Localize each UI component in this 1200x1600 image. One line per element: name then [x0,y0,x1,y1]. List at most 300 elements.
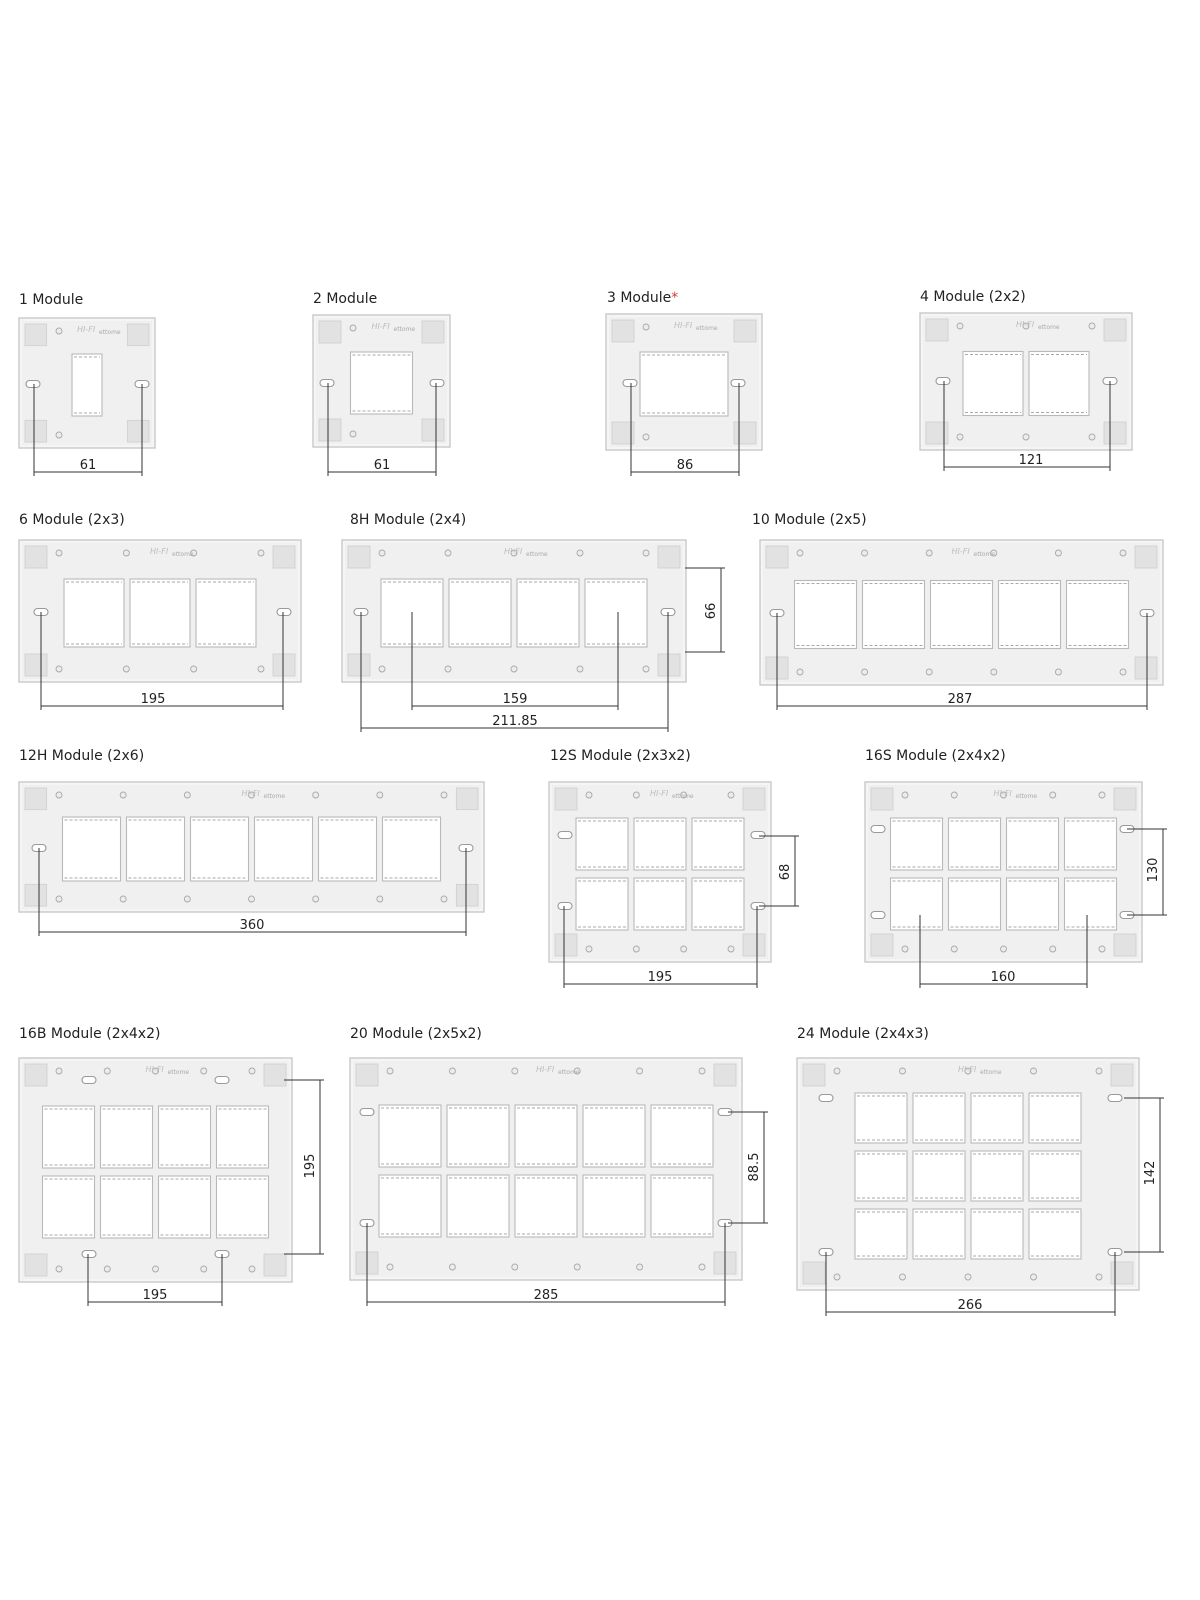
screw-slot [936,378,950,385]
corner-block [926,319,948,341]
module-diagram-m3 [606,290,762,476]
corner-block [25,324,47,346]
screw-slot [82,1251,96,1258]
module-cell [891,878,943,930]
module-cell [692,878,744,930]
dimension-value: 211.85 [492,714,538,729]
module-cell [949,878,1001,930]
mounting-hole [249,1068,255,1074]
mounting-hole [900,1068,906,1074]
screw-slot [320,380,334,387]
module-cell [515,1175,577,1237]
module-cell [999,581,1061,649]
brand-sub-mark: ettome [973,551,996,558]
module-cell [159,1176,211,1238]
brand-mark: HI-FI [371,322,390,331]
module-cell [949,818,1001,870]
mounting-hole [441,792,447,798]
diagram-title: 12H Module (2x6) [19,748,145,764]
corner-block [356,1064,378,1086]
mounting-hole [153,1266,159,1272]
module-diagram-m16b [19,1026,324,1306]
module-cell [1029,1209,1081,1259]
brand-sub-mark: ettome [393,326,416,333]
corner-block [264,1254,286,1276]
module-diagram-m10 [752,512,1163,710]
module-cell [449,579,511,647]
mounting-hole [1031,1274,1037,1280]
module-cell [1029,352,1089,416]
dimension-value: 142 [1143,1160,1158,1186]
corner-block [348,546,370,568]
module-cell [1065,818,1117,870]
mounting-hole [1023,434,1029,440]
mounting-hole [926,669,932,675]
mounting-hole [445,550,451,556]
corner-block [422,419,444,441]
dimension-value: 195 [647,970,673,985]
mounting-hole [951,792,957,798]
screw-slot [871,826,885,833]
corner-block [348,654,370,676]
brand-sub-mark: ettome [263,793,286,800]
module-cell [101,1106,153,1168]
module-cell [43,1106,95,1168]
mounting-hole [56,1266,62,1272]
module-cell [447,1105,509,1167]
module-cell [931,581,993,649]
brand-mark: HI-FI [951,547,970,556]
mounting-hole [728,946,734,952]
dimension-value: 61 [373,458,391,473]
mounting-hole [56,792,62,798]
corner-block [319,321,341,343]
mounting-hole [991,669,997,675]
dimension-value: 121 [1018,453,1044,468]
module-diagram-m4 [920,289,1132,471]
mounting-hole [902,792,908,798]
mounting-hole [201,1068,207,1074]
mounting-hole [926,550,932,556]
module-cell [72,354,102,416]
module-cell [217,1176,269,1238]
module-diagram-m12h [19,748,484,936]
mounting-hole [1089,323,1095,329]
screw-slot [1108,1095,1122,1102]
module-cell [383,817,441,881]
module-cell [971,1209,1023,1259]
corner-block [1135,546,1157,568]
dimension-value: 160 [990,970,1016,985]
dimension-value: 195 [303,1153,318,1179]
mounting-hole [379,666,385,672]
mounting-hole [633,792,639,798]
mounting-hole [862,669,868,675]
module-cell [913,1209,965,1259]
diagram-title: 20 Module (2x5x2) [350,1026,482,1042]
mounting-hole [56,896,62,902]
mounting-hole [350,325,356,331]
mounting-hole [951,946,957,952]
corner-block [273,546,295,568]
mounting-hole [643,434,649,440]
screw-slot [558,903,572,910]
mounting-hole [577,550,583,556]
module-cell [191,817,249,881]
mounting-hole [512,1264,518,1270]
diagram-title: 6 Module (2x3) [19,512,125,528]
corner-block [25,420,47,442]
module-cell [583,1105,645,1167]
mounting-hole [249,896,255,902]
diagram-title: 24 Module (2x4x3) [797,1026,929,1042]
module-cell [963,352,1023,416]
dimension-value: 195 [140,692,166,707]
corner-block [803,1064,825,1086]
brand-mark: HI-FI [1016,320,1035,329]
module-cell [855,1151,907,1201]
screw-slot [731,380,745,387]
mounting-hole [957,434,963,440]
module-cell [891,818,943,870]
mounting-hole [728,792,734,798]
dimension-value: 88.5 [747,1152,762,1182]
mounting-hole [1089,434,1095,440]
diagram-title: 10 Module (2x5) [752,512,867,528]
mounting-hole [862,550,868,556]
module-cell [863,581,925,649]
mounting-hole [120,792,126,798]
corner-block [422,321,444,343]
mounting-hole [957,323,963,329]
mounting-hole [637,1068,643,1074]
mounting-hole [184,792,190,798]
diagram-title: 12S Module (2x3x2) [550,748,691,764]
mounting-hole [512,1068,518,1074]
corner-block [1111,1262,1133,1284]
module-cell [583,1175,645,1237]
mounting-hole [258,666,264,672]
corner-block [743,788,765,810]
mounting-hole [56,666,62,672]
module-cell [1007,818,1059,870]
mounting-hole [577,666,583,672]
brand-mark: HI-FI [536,1065,555,1074]
mounting-hole [643,666,649,672]
mounting-hole [104,1266,110,1272]
module-cell [651,1105,713,1167]
module-cell [64,579,124,647]
module-cell [1029,1093,1081,1143]
corner-block [25,788,47,810]
corner-block [803,1262,825,1284]
module-cell [101,1176,153,1238]
corner-block [456,788,478,810]
corner-block [743,934,765,956]
mounting-hole [1001,946,1007,952]
diagram-title: 4 Module (2x2) [920,289,1026,305]
corner-block [734,422,756,444]
module-cell [855,1209,907,1259]
module-cell [515,1105,577,1167]
module-cell [351,352,413,414]
corner-block [25,546,47,568]
module-cell [379,1175,441,1237]
module-diagram-m6 [19,512,301,710]
mounting-hole [586,946,592,952]
dimension-value: 61 [79,458,97,473]
corner-block [1111,1064,1133,1086]
screw-slot [430,380,444,387]
mounting-hole [902,946,908,952]
corner-block [25,654,47,676]
mounting-hole [56,432,62,438]
mounting-hole [797,550,803,556]
dimension-value: 195 [142,1288,168,1303]
brand-sub-mark: ettome [99,329,121,336]
mounting-hole [56,550,62,556]
mounting-hole [574,1264,580,1270]
module-cell [1065,878,1117,930]
mounting-hole [900,1274,906,1280]
brand-mark: HI-FI [150,547,169,556]
mounting-hole [184,896,190,902]
mounting-hole [191,666,197,672]
mounting-hole [643,550,649,556]
mounting-hole [449,1068,455,1074]
mounting-hole [249,1266,255,1272]
mounting-hole [379,550,385,556]
mounting-hole [377,896,383,902]
brand-mark: HI-FI [650,789,669,798]
screw-slot [26,381,40,388]
mounting-hole [123,666,129,672]
module-cell [217,1106,269,1168]
dimension-value: 66 [704,602,719,620]
corner-block [273,654,295,676]
brand-sub-mark: ettome [526,551,548,558]
module-cell [913,1093,965,1143]
mounting-hole [120,896,126,902]
mounting-hole [377,792,383,798]
corner-block [612,320,634,342]
brand-sub-mark: ettome [167,1069,190,1076]
asterisk-mark: * [671,290,679,306]
module-cell [1029,1151,1081,1201]
brand-mark: HI-FI [674,321,693,330]
mounting-hole [387,1264,393,1270]
mounting-hole [1099,792,1105,798]
mounting-hole [1055,550,1061,556]
module-cell [63,817,121,881]
module-cell [127,817,185,881]
module-cell [795,581,857,649]
screw-slot [751,832,765,839]
corner-block [658,546,680,568]
module-cell [447,1175,509,1237]
corner-block [555,788,577,810]
screw-slot [819,1095,833,1102]
dimension-value: 266 [957,1298,983,1313]
corner-block [658,654,680,676]
diagram-title: 2 Module [313,291,378,307]
mounting-hole [699,1264,705,1270]
module-diagram-m1 [19,292,155,476]
corner-block [1104,319,1126,341]
module-cell [159,1106,211,1168]
module-cell [585,579,647,647]
mounting-hole [699,1068,705,1074]
module-cell [379,1105,441,1167]
dimension-value: 86 [676,458,694,473]
mounting-hole [1120,550,1126,556]
mounting-hole [350,431,356,437]
mounting-hole [441,896,447,902]
module-cell [634,818,686,870]
module-cell [692,818,744,870]
module-cell [1067,581,1129,649]
mounting-hole [637,1264,643,1270]
screw-slot [558,832,572,839]
mounting-hole [1055,669,1061,675]
mounting-hole [313,896,319,902]
module-cell [255,817,313,881]
module-diagram-m24 [797,1026,1164,1316]
module-cell [43,1176,95,1238]
module-cell [576,818,628,870]
mounting-hole [56,1068,62,1074]
mounting-hole [1096,1068,1102,1074]
mounting-hole [965,1274,971,1280]
dimension-value: 130 [1146,857,1161,883]
corner-block [1114,788,1136,810]
brand-mark: HI-FI [504,547,523,556]
mounting-hole [586,792,592,798]
brand-sub-mark: ettome [1015,793,1038,800]
screw-slot [871,912,885,919]
brand-sub-mark: ettome [980,1069,1002,1076]
screw-slot [277,609,291,616]
screw-slot [215,1077,229,1084]
dimension-value: 285 [533,1288,559,1303]
module-diagram-m8 [342,512,725,732]
mounting-hole [681,946,687,952]
mounting-hole [449,1264,455,1270]
dimension-value: 68 [778,863,793,881]
dimension-value: 287 [947,692,973,707]
brand-sub-mark: ettome [672,793,694,800]
module-cell [130,579,190,647]
corner-block [127,420,149,442]
brand-mark: HI-FI [77,325,96,334]
mounting-hole [387,1068,393,1074]
corner-block [456,884,478,906]
mounting-hole [643,324,649,330]
corner-block [25,1254,47,1276]
corner-block [926,422,948,444]
corner-block [25,884,47,906]
dimension-value: 159 [502,692,528,707]
module-cell [855,1093,907,1143]
module-diagram-m2 [313,291,450,476]
screw-slot [623,380,637,387]
mounting-hole [1096,1274,1102,1280]
mounting-hole [258,550,264,556]
brand-mark: HI-FI [145,1065,164,1074]
corner-block [734,320,756,342]
mounting-hole [104,1068,110,1074]
mounting-hole [797,669,803,675]
module-cell [576,878,628,930]
module-cell [971,1093,1023,1143]
corner-block [714,1064,736,1086]
mounting-hole [56,328,62,334]
dimension-line [685,568,725,652]
module-diagram-m12s [549,748,799,988]
module-diagram-m20 [350,1026,768,1306]
mounting-hole [123,550,129,556]
corner-block [766,546,788,568]
brand-sub-mark: ettome [696,325,718,332]
corner-block [127,324,149,346]
diagram-title: 3 Module* [607,290,679,306]
corner-block [25,1064,47,1086]
diagram-title: 16S Module (2x4x2) [865,748,1006,764]
module-cell [517,579,579,647]
screw-slot [82,1077,96,1084]
module-cell [913,1151,965,1201]
diagram-title: 16B Module (2x4x2) [19,1026,161,1042]
screw-slot [360,1109,374,1116]
corner-block [1104,422,1126,444]
diagram-title: 1 Module [19,292,84,308]
corner-block [871,788,893,810]
mounting-hole [1120,669,1126,675]
mounting-hole [201,1266,207,1272]
module-cell [1007,878,1059,930]
module-diagram-m16s [865,748,1167,988]
mounting-hole [834,1068,840,1074]
diagram-title: 8H Module (2x4) [350,512,467,528]
module-cell [634,878,686,930]
corner-block [1114,934,1136,956]
corner-block [871,934,893,956]
mounting-hole [1031,1068,1037,1074]
mounting-hole [445,666,451,672]
corner-block [1135,657,1157,679]
brand-mark: HI-FI [241,789,260,798]
mounting-hole [633,946,639,952]
brand-mark: HI-FI [958,1065,977,1074]
mounting-hole [313,792,319,798]
corner-block [555,934,577,956]
brand-sub-mark: ettome [558,1069,580,1076]
brand-sub-mark: ettome [172,551,194,558]
corner-block [264,1064,286,1086]
mounting-hole [511,666,517,672]
module-cell [651,1175,713,1237]
mounting-hole [1099,946,1105,952]
module-cell [319,817,377,881]
mounting-hole [1050,946,1056,952]
corner-block [319,419,341,441]
module-cell [196,579,256,647]
dimension-value: 360 [239,918,265,933]
brand-sub-mark: ettome [1038,324,1060,331]
brand-mark: HI-FI [993,789,1012,798]
mounting-hole [834,1274,840,1280]
module-cell [640,352,728,416]
